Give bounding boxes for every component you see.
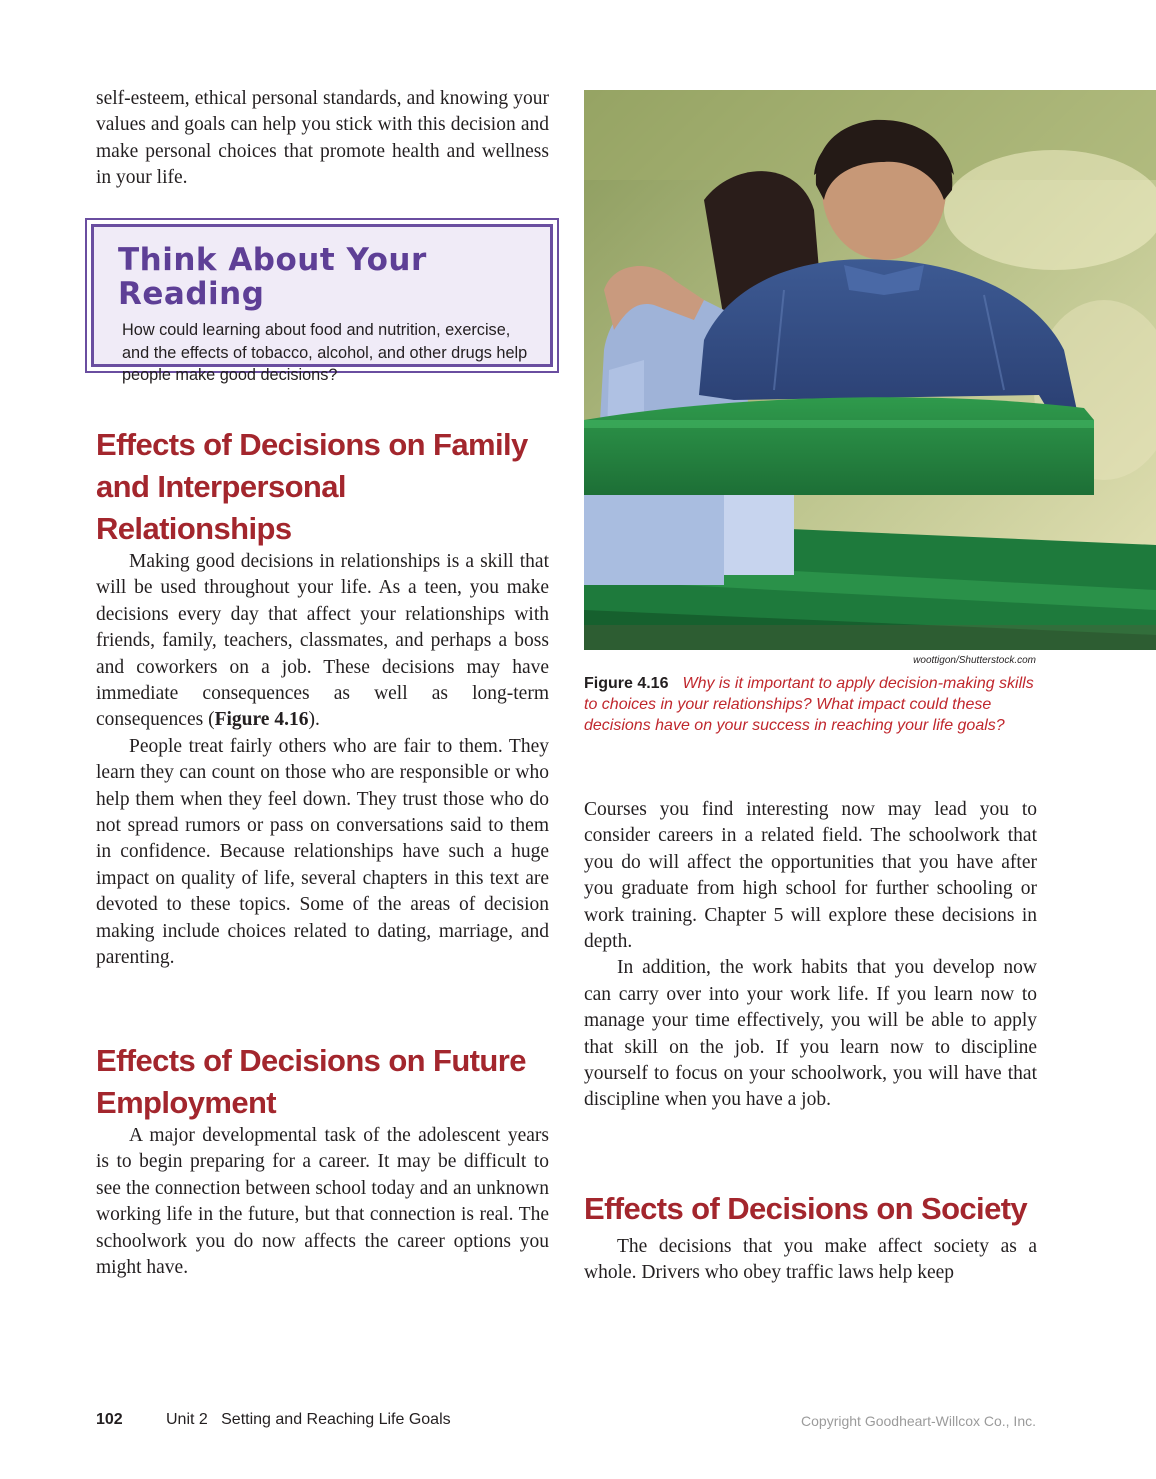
section-family xyxy=(96,424,549,972)
unit-title: Unit 2 Setting and Reaching Life Goals xyxy=(166,1411,451,1428)
figure-label: Figure 4.16 xyxy=(584,675,669,692)
heading-family-relationships: Effects of Decisions on Family and Interpersonal Relationships xyxy=(96,427,528,546)
think-box-inner xyxy=(91,224,553,385)
family-paragraph-1 xyxy=(96,549,549,734)
think-about-reading-box xyxy=(85,218,559,385)
photo-credit: woottigon/Shutterstock.com xyxy=(913,655,1036,666)
couple-on-bench-photo xyxy=(584,90,1156,650)
employment-continued xyxy=(584,797,1037,1114)
intro-paragraph-block xyxy=(96,86,549,192)
family-paragraph-2: People treat fairly others who are fair to them. They learn they can count on those who are responsible or who help them when they feel down. They trust those who do not spread rumors or pass on conversations said to them in confidence. Because relationships have such a huge impact on quality of life, several chapters in this text are devoted to these topics. Some of the areas of decision making include choices related to dating, marriage, and parenting. xyxy=(96,735,549,969)
family-p1-text: Making good decisions in relationships is a skill that will be used throughout your life. As a teen, you make decisions every day that affect your relationships with friends, family, teachers, classmates, and perhaps a boss and coworkers on a job. These decisions may have immediate consequences as well as long-term consequences ( xyxy=(96,551,549,731)
think-box-title: Think About Your Reading xyxy=(118,242,427,312)
figure-caption-text: Why is it important to apply decision-making skills to choices in your relationships? What impact could these decisions have on your success in reaching your life goals? xyxy=(584,675,1034,734)
heading-future-employment: Effects of Decisions on Future Employment xyxy=(96,1043,526,1120)
employment-paragraph-2: Courses you find interesting now may lead you to consider careers in a related field. The schoolwork that you do will affect the opportunities that you have after you graduate from high school for further schooling or work training. Chapter 5 will explore these decisions in depth. xyxy=(584,799,1037,953)
section-employment xyxy=(96,1040,549,1281)
society-paragraph-1: The decisions that you make affect society as a whole. Drivers who obey traffic laws help keep xyxy=(584,1236,1037,1284)
intro-paragraph: self-esteem, ethical personal standards, and knowing your values and goals can help you stick with this decision and make personal choices that promote health and wellness in your life. xyxy=(96,88,549,189)
page-number: 102 xyxy=(96,1411,123,1428)
section-society xyxy=(584,1188,1037,1287)
copyright-notice: Copyright Goodheart-Willcox Co., Inc. xyxy=(801,1413,1036,1429)
think-box-text: How could learning about food and nutrition, exercise, and the effects of tobacco, alcohol, and other drugs help people make good decisions? xyxy=(122,321,528,385)
employment-paragraph-1: A major developmental task of the adolescent years is to begin preparing for a career. It may be difficult to see the connection between school today and an unknown working life in the future, but that connection is real. The schoolwork you do now affects the career options you might have. xyxy=(96,1125,549,1279)
family-p1-end: ). xyxy=(308,709,320,731)
page-footer xyxy=(96,1411,1036,1435)
heading-society: Effects of Decisions on Society xyxy=(584,1191,1028,1226)
employment-paragraph-3: In addition, the work habits that you develop now can carry over into your work life. If you learn now to manage your time effectively, you will be able to apply that skill on the job. If you learn now to discipline yourself to focus on your schoolwork, you will have that discipline when you have a job. xyxy=(584,957,1037,1111)
photo-illustration xyxy=(584,90,1156,650)
figure-caption xyxy=(584,673,1036,736)
figure-reference: Figure 4.16 xyxy=(214,709,309,731)
